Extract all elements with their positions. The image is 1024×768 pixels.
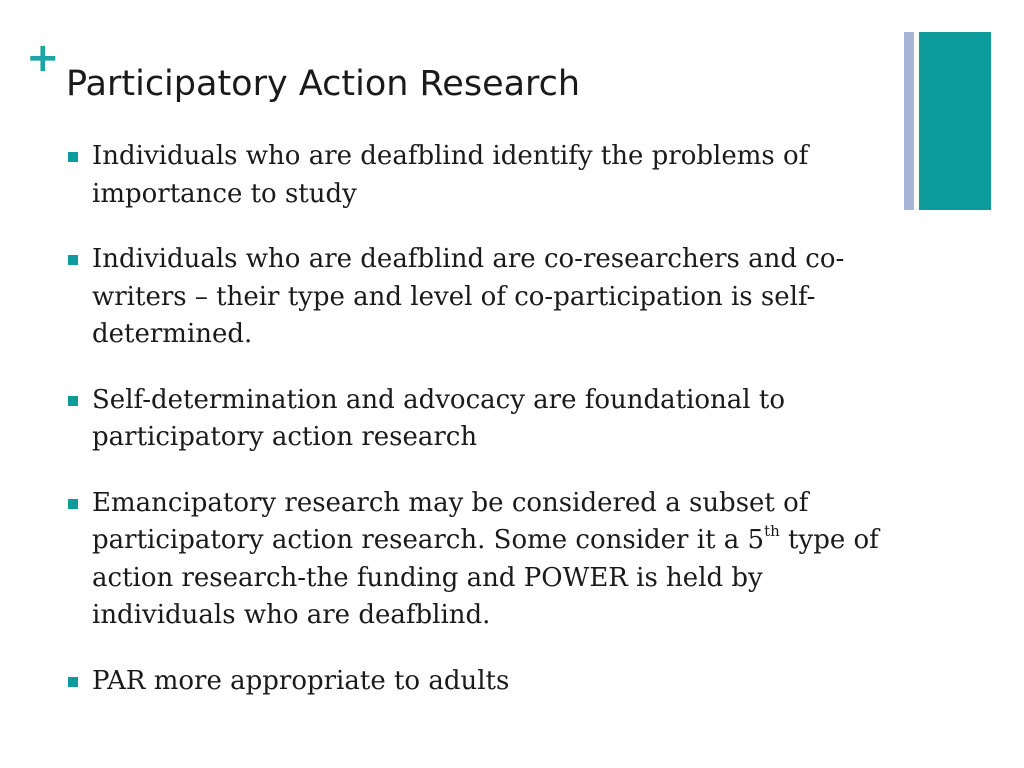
bullet-text: Individuals who are deafblind are co-researchers and co-writers – their type and level of co-participation is self-determined.: [92, 244, 845, 349]
bullet-item: [66, 241, 896, 354]
bullet-text: [92, 488, 879, 631]
square-bullet-icon: [68, 677, 78, 687]
square-bullet-icon: [68, 255, 78, 265]
bullet-item: [66, 382, 896, 457]
corner-accent-bar-thin: [904, 32, 914, 210]
bullet-item: [66, 485, 896, 635]
bullet-list: [66, 138, 896, 728]
bullet-text: Self-determination and advocacy are foundational to participatory action research: [92, 384, 785, 452]
ordinal-superscript: th: [764, 522, 780, 540]
slide-title: Participatory Action Research: [66, 64, 581, 104]
corner-accent-bar-thick: [919, 32, 991, 210]
square-bullet-icon: [68, 152, 78, 162]
bullet-item: [66, 663, 896, 701]
bullet-text-after: type of action research-the funding and POWER is held by individuals who are deafblind.: [92, 525, 879, 630]
bullet-text-before: Emancipatory research may be considered a subset of participatory action research. Some consider it a 5: [92, 487, 809, 555]
bullet-text: Individuals who are deafblind identify the problems of importance to study: [92, 141, 809, 209]
plus-icon: +: [26, 35, 60, 81]
bullet-text: PAR more appropriate to adults: [92, 665, 510, 696]
square-bullet-icon: [68, 499, 78, 509]
bullet-item: [66, 138, 896, 213]
square-bullet-icon: [68, 396, 78, 406]
